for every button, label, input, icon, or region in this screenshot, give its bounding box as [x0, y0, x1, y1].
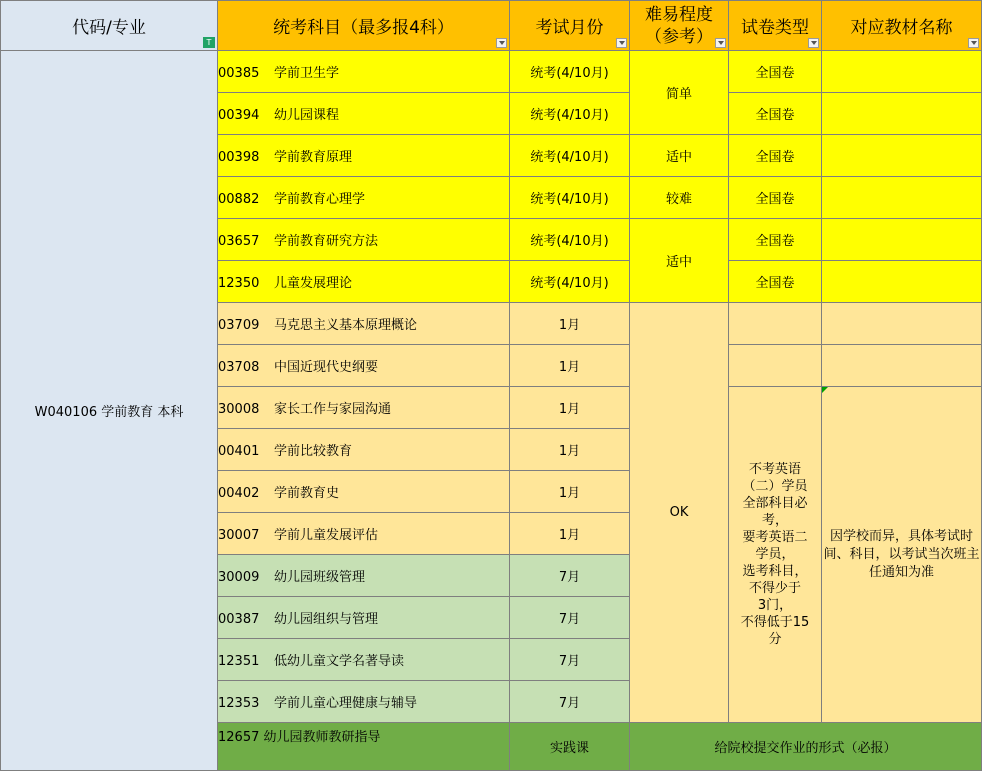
- subject-cell[interactable]: [218, 177, 510, 219]
- paper-cell[interactable]: [729, 345, 822, 387]
- subject-name: 幼儿园课程: [274, 108, 340, 123]
- english-note-line: 考，: [761, 513, 788, 528]
- subject-code: 12353: [218, 696, 260, 711]
- month-cell[interactable]: 1月: [510, 303, 630, 345]
- subject-cell[interactable]: [218, 555, 510, 597]
- subject-name: 学前儿童心理健康与辅导: [274, 696, 418, 711]
- paper-cell[interactable]: [729, 303, 822, 345]
- subject-cell[interactable]: [218, 723, 510, 771]
- subject-cell[interactable]: [218, 513, 510, 555]
- header-difficulty[interactable]: [630, 1, 729, 51]
- textbook-cell[interactable]: [822, 345, 982, 387]
- difficulty-ok-cell[interactable]: OK: [630, 303, 729, 723]
- header-row: [1, 1, 982, 51]
- english-note-line: 全部科目必: [742, 496, 808, 511]
- subject-code: 00394: [218, 108, 260, 123]
- english-note-line: （二）学员: [742, 479, 808, 494]
- textbook-note-text: 因学校而异，具体考试时间、科目，以考试当次班主任通知为准: [823, 528, 980, 580]
- month-cell[interactable]: 1月: [510, 387, 630, 429]
- header-textbook[interactable]: [822, 1, 982, 51]
- header-subject-label: 统考科目（最多报4科）: [273, 18, 454, 38]
- month-cell[interactable]: 统考(4/10月): [510, 177, 630, 219]
- difficulty-cell[interactable]: 适中: [630, 135, 729, 177]
- subject-code: 03657: [218, 234, 260, 249]
- subject-code: 30007: [218, 528, 260, 543]
- subject-name: 中国近现代史纲要: [274, 360, 379, 375]
- subject-name: 学前儿童发展评估: [274, 528, 379, 543]
- subject-cell[interactable]: [218, 597, 510, 639]
- header-subject[interactable]: [218, 1, 510, 51]
- subject-cell[interactable]: [218, 345, 510, 387]
- paper-cell[interactable]: 全国卷: [729, 219, 822, 261]
- subject-name: 低幼儿童文学名著导读: [274, 654, 405, 669]
- comment-indicator-icon[interactable]: [822, 387, 828, 393]
- header-difficulty-line1: 难易程度: [645, 4, 713, 25]
- textbook-cell[interactable]: [822, 261, 982, 303]
- paper-cell[interactable]: 全国卷: [729, 261, 822, 303]
- header-paper-type[interactable]: [729, 1, 822, 51]
- subject-code: 00402: [218, 486, 260, 501]
- subject-cell[interactable]: [218, 93, 510, 135]
- subject-cell[interactable]: [218, 681, 510, 723]
- english-note-line: 3门，: [757, 598, 793, 613]
- subject-cell[interactable]: [218, 219, 510, 261]
- subject-code: 00387: [218, 612, 260, 627]
- subject-code: 12351: [218, 654, 260, 669]
- month-cell[interactable]: 7月: [510, 639, 630, 681]
- month-cell[interactable]: 7月: [510, 681, 630, 723]
- table-row: [1, 51, 982, 93]
- filter-active-icon[interactable]: T: [203, 37, 215, 48]
- textbook-cell[interactable]: [822, 219, 982, 261]
- paper-cell[interactable]: 全国卷: [729, 135, 822, 177]
- subject-name: 学前教育研究方法: [274, 234, 379, 249]
- major-cell[interactable]: [1, 51, 218, 771]
- subject-code: 12657: [218, 730, 260, 745]
- subject-name: 学前卫生学: [274, 66, 340, 81]
- subject-code: 00401: [218, 444, 260, 459]
- header-month-label: 考试月份: [535, 18, 604, 38]
- english-note-line: 不考英语: [748, 462, 801, 477]
- filter-dropdown-icon[interactable]: [808, 38, 819, 48]
- subject-name: 马克思主义基本原理概论: [274, 318, 418, 333]
- subject-code: 00398: [218, 150, 260, 165]
- month-cell[interactable]: 统考(4/10月): [510, 51, 630, 93]
- header-textbook-label: 对应教材名称: [850, 18, 953, 38]
- subject-code: 00385: [218, 66, 260, 81]
- subject-name: 学前教育原理: [274, 150, 353, 165]
- textbook-cell[interactable]: [822, 303, 982, 345]
- major-label: W040106 学前教育 本科: [34, 405, 184, 420]
- difficulty-cell[interactable]: 较难: [630, 177, 729, 219]
- subject-name: 学前教育心理学: [274, 192, 366, 207]
- month-cell[interactable]: 实践课: [510, 723, 630, 771]
- textbook-cell[interactable]: [822, 135, 982, 177]
- english-note-line: 要考英语二: [742, 530, 808, 545]
- header-code[interactable]: [1, 1, 218, 51]
- month-cell[interactable]: 7月: [510, 555, 630, 597]
- subject-name: 儿童发展理论: [274, 276, 353, 291]
- subject-name: 幼儿园组织与管理: [274, 612, 379, 627]
- subject-cell[interactable]: [218, 639, 510, 681]
- textbook-cell[interactable]: [822, 93, 982, 135]
- subject-name: 学前教育史: [274, 486, 340, 501]
- english-note-line: 不得低于15: [740, 615, 810, 630]
- month-cell[interactable]: 统考(4/10月): [510, 93, 630, 135]
- english-note-line: 分: [768, 632, 782, 647]
- header-code-label: 代码/专业: [72, 18, 146, 38]
- month-cell[interactable]: 1月: [510, 345, 630, 387]
- month-cell[interactable]: 1月: [510, 513, 630, 555]
- english-note-line: 选考科目，: [742, 564, 808, 579]
- filter-dropdown-icon[interactable]: [616, 38, 627, 48]
- month-cell[interactable]: 1月: [510, 471, 630, 513]
- subject-name: 家长工作与家园沟通: [274, 402, 392, 417]
- month-cell[interactable]: 7月: [510, 597, 630, 639]
- subject-code: 30009: [218, 570, 260, 585]
- filter-dropdown-icon[interactable]: [715, 38, 726, 48]
- paper-cell[interactable]: 全国卷: [729, 93, 822, 135]
- month-cell[interactable]: 1月: [510, 429, 630, 471]
- filter-dropdown-icon[interactable]: [968, 38, 979, 48]
- english-note-line: 不得少于: [748, 581, 801, 596]
- month-cell[interactable]: 统考(4/10月): [510, 219, 630, 261]
- subject-name: 幼儿园教师教研指导: [263, 730, 381, 745]
- subject-cell[interactable]: [218, 303, 510, 345]
- difficulty-cell[interactable]: 适中: [630, 219, 729, 303]
- subject-code: 03709: [218, 318, 260, 333]
- subject-cell[interactable]: [218, 471, 510, 513]
- english-note-cell[interactable]: [729, 387, 822, 723]
- paper-cell[interactable]: 全国卷: [729, 51, 822, 93]
- textbook-cell[interactable]: [822, 177, 982, 219]
- subject-code: 00882: [218, 192, 260, 207]
- subject-cell[interactable]: [218, 51, 510, 93]
- subject-cell[interactable]: [218, 429, 510, 471]
- difficulty-cell[interactable]: 简单: [630, 51, 729, 135]
- filter-dropdown-icon[interactable]: [496, 38, 507, 48]
- textbook-note-cell[interactable]: [822, 387, 982, 723]
- subject-cell[interactable]: [218, 261, 510, 303]
- subject-cell[interactable]: [218, 135, 510, 177]
- header-paper-type-label: 试卷类型: [741, 18, 809, 38]
- subject-code: 03708: [218, 360, 260, 375]
- subject-name: 学前比较教育: [274, 444, 353, 459]
- english-note-line: 学员，: [755, 547, 795, 562]
- subject-code: 12350: [218, 276, 260, 291]
- month-cell[interactable]: 统考(4/10月): [510, 261, 630, 303]
- header-month[interactable]: [510, 1, 630, 51]
- month-cell[interactable]: 统考(4/10月): [510, 135, 630, 177]
- paper-cell[interactable]: 全国卷: [729, 177, 822, 219]
- header-difficulty-line2: （参考）: [645, 26, 713, 47]
- practice-note-cell[interactable]: 给院校提交作业的形式（必报）: [630, 723, 982, 771]
- subject-code: 30008: [218, 402, 260, 417]
- textbook-cell[interactable]: [822, 51, 982, 93]
- subject-cell[interactable]: [218, 387, 510, 429]
- subject-name: 幼儿园班级管理: [274, 570, 366, 585]
